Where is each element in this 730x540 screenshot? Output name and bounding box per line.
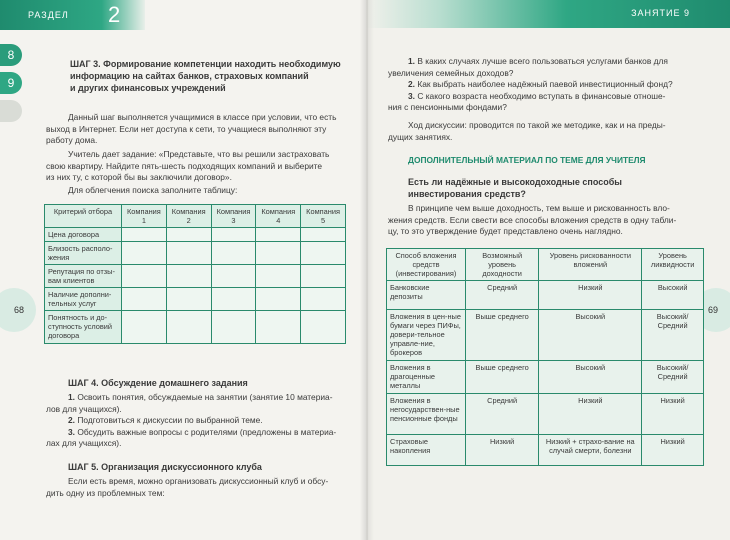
page-number-left: 68 (0, 288, 36, 332)
step3-paragraph-1 (46, 112, 352, 147)
text-line: жения средств. Если свести все способы вложения средств в одну табли- (388, 214, 677, 225)
selection-table (44, 204, 346, 344)
table-row (45, 242, 346, 265)
table-row (387, 310, 704, 361)
yield-cell: Выше среднего (466, 310, 539, 361)
yield-cell: Средний (466, 281, 539, 310)
table-header: Критерий отбора (45, 205, 122, 228)
step3-title-line: информацию на сайтах банков, страховых компаний (70, 71, 309, 81)
question-line: инвестирования средств? (408, 189, 526, 199)
liquidity-cell: Высокий/ Средний (642, 310, 704, 361)
liquidity-cell: Низкий (642, 435, 704, 466)
step4-title (68, 377, 358, 389)
list-item: 3. Обсудить важные вопросы с родителями (предложены в материа- (68, 426, 337, 437)
step5-text (46, 476, 352, 499)
criterion-cell: Наличие дополни-тельных услуг (45, 288, 122, 311)
table-header: Компания 4 (256, 205, 301, 228)
list-item: лов для учащихся). (46, 403, 122, 414)
book-gutter (360, 0, 374, 540)
table-row (387, 281, 704, 310)
method-cell: Вложения в драгоценные металлы (387, 361, 466, 394)
criterion-cell: Репутация по отзы-вам клиентов (45, 265, 122, 288)
text-line: Данный шаг выполняется учащимися в классе при условии, что есть (68, 112, 337, 122)
table-row (45, 265, 346, 288)
table-row (387, 435, 704, 466)
text-line: цу, то это утверждение будет представлено очень наглядно. (388, 226, 623, 237)
step5-heading: ШАГ 5. Организация дискуссионного клуба (68, 462, 262, 472)
list-item: 1. В каких случаях лучше всего пользоваться услугами банков для (408, 56, 668, 66)
table-header-row (45, 205, 346, 228)
table-header: Уровень ликвидности (642, 249, 704, 281)
question-line: Есть ли надёжные и высокодоходные способы (408, 177, 622, 187)
question-title (408, 176, 698, 200)
discussion-procedure (388, 120, 694, 143)
table-header: Способ вложения средств (инвестирования) (387, 249, 466, 281)
text-line: Учитель дает задание: «Представьте, что вы решили застраховать (68, 149, 330, 159)
text-line: дущих занятиях. (388, 131, 453, 142)
text-line: дить одну из проблемных тем: (46, 487, 165, 498)
text-line: В принципе чем выше доходность, тем выше и рискованность вло- (408, 203, 670, 213)
tab-blank (0, 100, 22, 122)
table-header: Компания 2 (166, 205, 211, 228)
step4-list (46, 392, 352, 450)
yield-cell: Низкий (466, 435, 539, 466)
list-item: 2. Подготовиться к дискуссии по выбранной теме. (68, 415, 263, 426)
step3-paragraph-3: Для облегчения поиска заполните таблицу: (68, 185, 238, 195)
criterion-cell: Близость располо-жения (45, 242, 122, 265)
section-number: 2 (108, 2, 121, 27)
list-item: увеличения семейных доходов? (388, 67, 514, 78)
text-line: Ход дискуссии: проводится по такой же методике, как и на преды- (408, 120, 666, 130)
section-label: РАЗДЕЛ (28, 10, 69, 20)
step3-title-line: и других финансовых учреждений (70, 83, 226, 93)
text-line: выход в Интернет. Если нет доступа к сети, то учащиеся выполняют эту (46, 123, 327, 134)
section-header (0, 0, 145, 30)
list-item: 1. Освоить понятия, обсуждаемые на занятии (занятие 10 материа- (68, 392, 333, 402)
liquidity-cell: Низкий (642, 394, 704, 435)
method-cell: Банковские депозиты (387, 281, 466, 310)
yield-cell: Выше среднего (466, 361, 539, 394)
text-line: работу дома. (46, 135, 98, 146)
text-line: свою квартиру. Найдите пять-шесть подходящих компаний и выберите (46, 160, 323, 171)
table-row (387, 361, 704, 394)
extra-material-title: ДОПОЛНИТЕЛЬНЫЙ МАТЕРИАЛ ПО ТЕМЕ ДЛЯ УЧИТЕЛЯ (408, 155, 646, 165)
list-item: ния с пенсионными фондами? (388, 102, 507, 113)
text-line: из них ту, с которой бы вы заключили договор». (46, 172, 232, 183)
method-cell: Вложения в негосударствен-ные пенсионные фонды (387, 394, 466, 435)
criterion-cell: Понятность и до-ступность условий договора (45, 311, 122, 344)
table-header: Компания 3 (211, 205, 256, 228)
table-row (45, 311, 346, 344)
table-header: Уровень рискованности вложений (539, 249, 642, 281)
table-row (45, 228, 346, 242)
table-header: Возможный уровень доходности (466, 249, 539, 281)
yield-cell: Средний (466, 394, 539, 435)
table-header: Компания 5 (301, 205, 346, 228)
list-item: 3. С какого возраста необходимо вступать в финансовые отноше- (408, 90, 666, 101)
risk-cell: Низкий + страхо-вание на случай смерти, болезни (539, 435, 642, 466)
step3-title (70, 58, 360, 94)
liquidity-cell: Высокий/ Средний (642, 361, 704, 394)
risk-cell: Высокий (539, 310, 642, 361)
intro-paragraph (388, 203, 698, 238)
lesson-header (366, 0, 730, 28)
table-row (387, 394, 704, 435)
discussion-questions (388, 56, 694, 114)
criterion-cell: Цена договора (45, 228, 122, 242)
table-row (45, 288, 346, 311)
right-page (366, 0, 730, 540)
step3-paragraph-2 (46, 149, 352, 184)
tab-9[interactable]: 9 (0, 72, 22, 94)
lesson-label: ЗАНЯТИЕ 9 (631, 8, 690, 18)
method-cell: Вложения в цен-ные бумаги через ПИФы, довери-тельное управле-ние, брокеров (387, 310, 466, 361)
step4-heading: ШАГ 4. Обсуждение домашнего задания (68, 378, 248, 388)
risk-cell: Высокий (539, 361, 642, 394)
table-header: Компания 1 (122, 205, 167, 228)
step3-title-line: ШАГ 3. Формирование компетенции находить необходимую (70, 59, 341, 69)
list-item: 2. Как выбрать наиболее надёжный паевой инвестиционный фонд? (408, 79, 673, 90)
page-number-right: 69 (694, 288, 730, 332)
tab-8[interactable]: 8 (0, 44, 22, 66)
text-line: Если есть время, можно организовать дискуссионный клуб и обсу- (68, 476, 329, 486)
risk-cell: Низкий (539, 394, 642, 435)
step5-title (68, 461, 358, 473)
method-cell: Страховые накопления (387, 435, 466, 466)
investment-table (386, 248, 704, 466)
liquidity-cell: Высокий (642, 281, 704, 310)
risk-cell: Низкий (539, 281, 642, 310)
list-item: лах для учащихся). (46, 438, 122, 449)
table-header-row (387, 249, 704, 281)
